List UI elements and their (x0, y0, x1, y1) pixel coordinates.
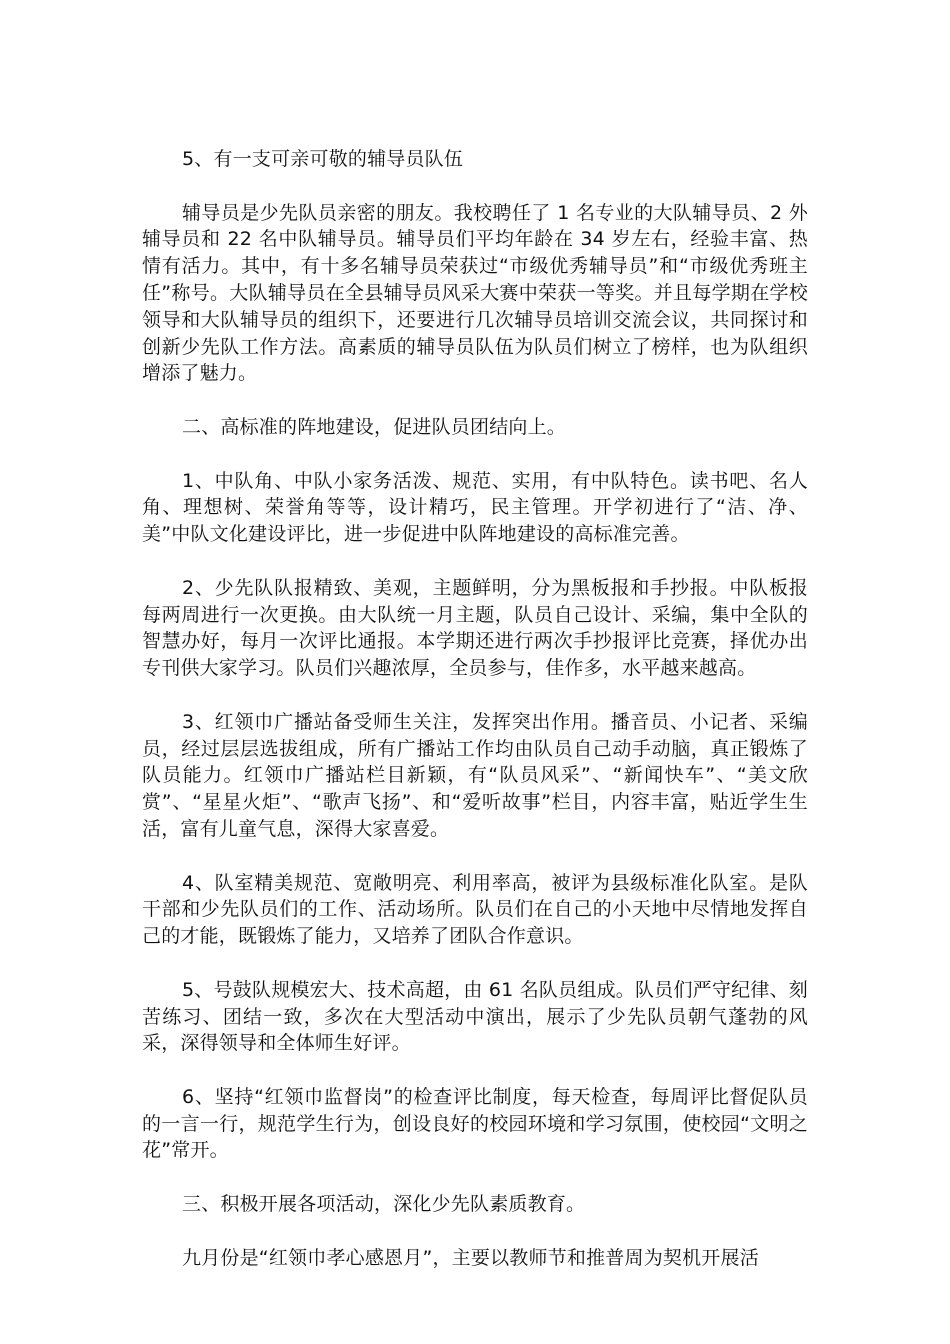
body-paragraph: 6、坚持“红领巾监督岗”的检查评比制度，每天检查，每周评比督促队员的一言一行，规范学生行为，创设良好的校园环境和学习氛围，使校园“文明之花”常开。 (142, 1085, 808, 1162)
body-paragraph: 九月份是“红领巾孝心感恩月”，主要以教师节和推普周为契机开展活 (182, 1246, 759, 1269)
body-paragraph: 4、队室精美规范、宽敞明亮、利用率高，被评为县级标准化队室。是队干部和少先队员们的工作、活动场所。队员们在自己的小天地中尽情地发挥自己的才能，既锻炼了能力，又培养了团队合作意识。 (142, 871, 808, 948)
body-paragraph: 3、红领巾广播站备受师生关注，发挥突出作用。播音员、小记者、采编员，经过层层选拔组成，所有广播站工作均由队员自己动手动脑，真正锻炼了队员能力。红领巾广播站栏目新颖，有“队员风采”、“新闻快车”、“美文欣赏”、“星星火炬”、“歌声飞扬”、和“爱听故事”栏目，内容丰富，贴近学生生活，富有儿童气息，深得大家喜爱。 (142, 710, 808, 840)
body-paragraph: 2、少先队队报精致、美观，主题鲜明，分为黑板报和手抄报。中队板报每两周进行一次更换。由大队统一月主题，队员自己设计、采编，集中全队的智慧办好，每月一次评比通报。本学期还进行两次手抄报评比竞赛，择优办出专刊供大家学习。队员们兴趣浓厚，全员参与，佳作多，水平越来越高。 (142, 576, 808, 680)
body-paragraph: 5、号鼓队规模宏大、技术高超，由 61 名队员组成。队员们严守纪律、刻苦练习、团结一致，多次在大型活动中演出，展示了少先队员朝气蓬勃的风采，深得领导和全体师生好评。 (142, 978, 808, 1055)
section-heading: 二、高标准的阵地建设，促进队员团结向上。 (182, 415, 567, 438)
document-page (142, 146, 808, 1271)
section-heading: 三、积极开展各项活动，深化少先队素质教育。 (182, 1193, 586, 1216)
body-paragraph: 1、中队角、中队小家务活泼、规范、实用，有中队特色。读书吧、名人角、理想树、荣誉角等等，设计精巧，民主管理。开学初进行了“洁、净、美”中队文化建设评比，进一步促进中队阵地建设的高标准完善。 (142, 469, 808, 546)
body-paragraph: 辅导员是少先队员亲密的朋友。我校聘任了 1 名专业的大队辅导员、2 外辅导员和 22 名中队辅导员。辅导员们平均年龄在 34 岁左右，经验丰富、热情有活力。其中，有十多名辅导员荣获过“市级优秀辅导员”和“市级优秀班主任”称号。大队辅导员在全县辅导员风采大赛中荣获一等奖。并且每学期在学校领导和大队辅导员的组织下，还要进行几次辅导员培训交流会议，共同探讨和创新少先队工作方法。高素质的辅导员队伍为队员们树立了榜样，也为队组织增添了魅力。 (142, 201, 808, 385)
section-heading: 5、有一支可亲可敬的辅导员队伍 (182, 148, 464, 170)
